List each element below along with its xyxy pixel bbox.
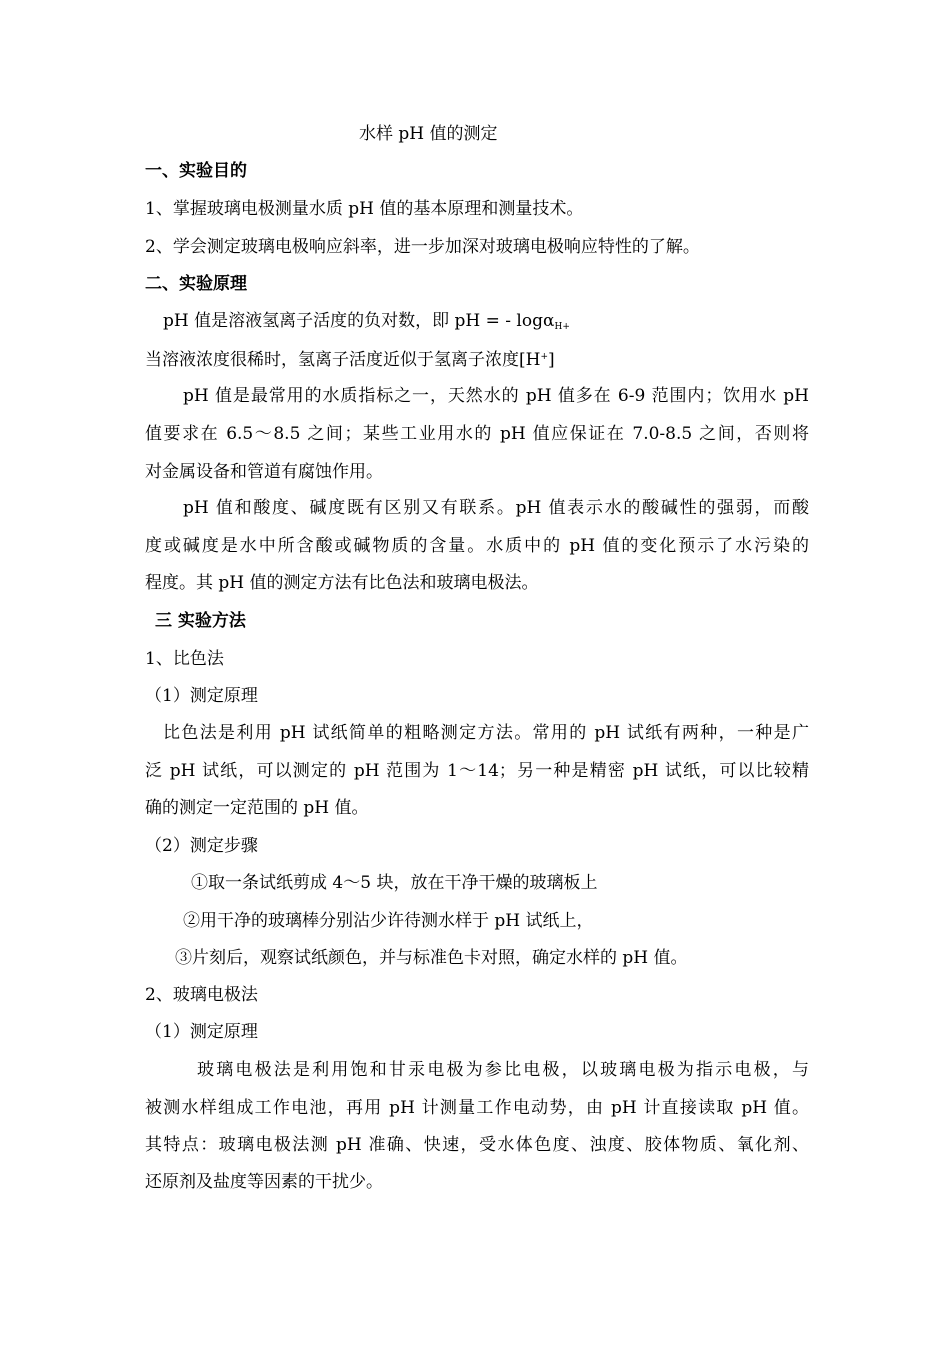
method-1-steps-heading: （2）测定步骤 (145, 836, 258, 856)
dilute-solution-bracket: ] (548, 350, 555, 370)
method-2-line-3: 其特点：玻璃电极法测 pH 准确、快速，受水体色度、浊度、胶体物质、氧化剂、 (145, 1135, 809, 1155)
method-1-line-3: 确的测定一定范围的 pH 值。 (145, 798, 369, 818)
dilute-solution-text: 当溶液浓度很稀时，氢离子活度近似于氢离子浓度[H (145, 350, 541, 370)
section-heading-principle: 二、实验原理 (145, 274, 247, 294)
paragraph-1-line-2: 值要求在 6.5～8.5 之间；某些工业用水的 pH 值应保证在 7.0-8.5 之间，否则将 (145, 424, 809, 444)
method-1-line-2: 泛 pH 试纸，可以测定的 pH 范围为 1～14；另一种是精密 pH 试纸，可以比较精 (145, 761, 809, 781)
section-heading-objective: 一、实验目的 (145, 161, 247, 181)
method-1-line-1: 比色法是利用 pH 试纸简单的粗略测定方法。常用的 pH 试纸有两种，一种是广 (163, 723, 809, 743)
objective-item-1: 1、掌握玻璃电极测量水质 pH 值的基本原理和测量技术。 (145, 199, 584, 219)
dilute-solution-superscript: + (540, 352, 549, 362)
step-1: ①取一条试纸剪成 4～5 块，放在干净干燥的玻璃板上 (191, 873, 598, 893)
ph-definition-line (163, 310, 570, 338)
section-heading-methods: 三 实验方法 (155, 611, 246, 631)
paragraph-1-line-3: 对金属设备和管道有腐蚀作用。 (145, 462, 383, 482)
method-2-line-1: 玻璃电极法是利用饱和甘汞电极为参比电极，以玻璃电极为指示电极，与 (197, 1060, 809, 1080)
step-3: ③片刻后，观察试纸颜色，并与标准色卡对照，确定水样的 pH 值。 (175, 948, 688, 968)
paragraph-2-line-1: pH 值和酸度、碱度既有区别又有联系。pH 值表示水的酸碱性的强弱，而酸 (183, 498, 809, 518)
document-title: 水样 pH 值的测定 (359, 124, 498, 144)
ph-definition-subscript: H+ (554, 322, 570, 332)
paragraph-2-line-2: 度或碱度是水中所含酸或碱物质的含量。水质中的 pH 值的变化预示了水污染的 (145, 536, 809, 556)
paragraph-2-line-3: 程度。其 pH 值的测定方法有比色法和玻璃电极法。 (145, 573, 539, 593)
method-2-line-2: 被测水样组成工作电池，再用 pH 计测量工作电动势，由 pH 计直接读取 pH 值。 (145, 1098, 809, 1118)
objective-item-2: 2、学会测定玻璃电极响应斜率，进一步加深对玻璃电极响应特性的了解。 (145, 237, 700, 257)
step-2: ②用干净的玻璃棒分别沾少许待测水样于 pH 试纸上， (183, 911, 594, 931)
method-1-heading: 1、比色法 (145, 649, 224, 669)
method-2-heading: 2、玻璃电极法 (145, 985, 258, 1005)
method-2-line-4: 还原剂及盐度等因素的干扰少。 (145, 1172, 383, 1192)
dilute-solution-line (145, 346, 555, 371)
method-1-principle-heading: （1）测定原理 (145, 686, 258, 706)
method-2-principle-heading: （1）测定原理 (145, 1022, 258, 1042)
ph-definition-text: pH 值是溶液氢离子活度的负对数，即 pH = - logα (163, 311, 555, 331)
paragraph-1-line-1: pH 值是最常用的水质指标之一，天然水的 pH 值多在 6-9 范围内；饮用水 pH (183, 386, 809, 406)
